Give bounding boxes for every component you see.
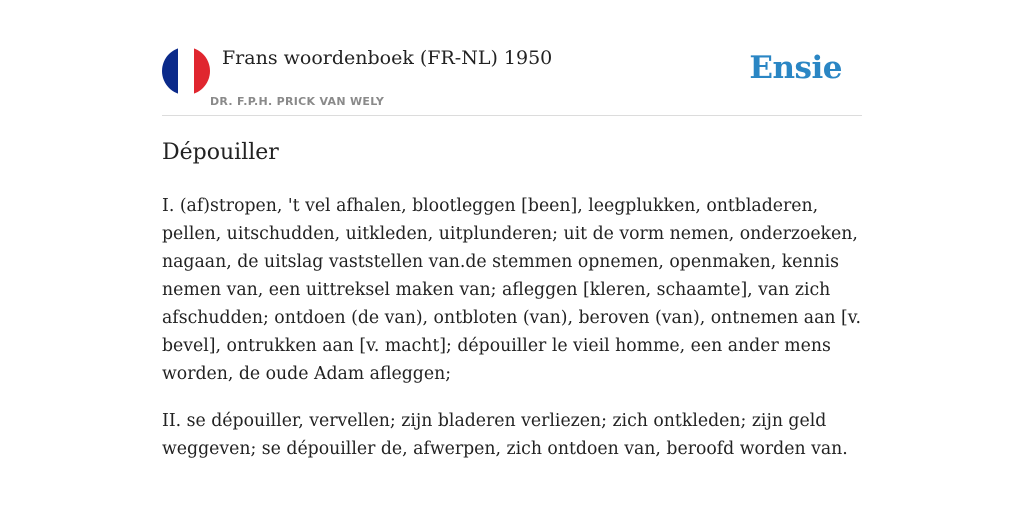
dictionary-title[interactable]: Frans woordenboek (FR-NL) 1950 [222,47,553,69]
definition-part-1: I. (af)stropen, 't vel afhalen, blootleggen [been], leegplukken, ontbladeren, pellen, uitschudden, uitkleden, uitplunderen; uit de vorm nemen, onderzoeken, nagaan, de uitslag vaststellen van.de stemmen opnemen, openmaken, kennis nemen van, een uittreksel maken van; afleggen [kleren, schaamte], van zich afschudden; ontdoen (de van), ontbloten (van), beroven (van), ontnemen aan [v. bevel], ontrukken aan [v. macht]; dépouiller le vieil homme, een ander mens worden, de oude Adam afleggen; [162,196,861,384]
definition-part-2: II. se dépouiller, vervellen; zijn bladeren verliezen; zich ontkleden; zijn geld weggeven; se dépouiller de, afwerpen, zich ontdoen van, beroofd worden van. [162,411,848,459]
headword: Dépouiller [162,140,279,165]
ensie-logo[interactable]: Ensie [749,50,842,86]
dictionary-author: DR. F.P.H. PRICK VAN WELY [210,95,385,108]
flag-white-stripe [178,47,194,95]
dictionary-header [162,44,862,116]
french-flag-icon [162,47,210,95]
flag-red-stripe [194,47,210,95]
flag-blue-stripe [162,47,178,95]
